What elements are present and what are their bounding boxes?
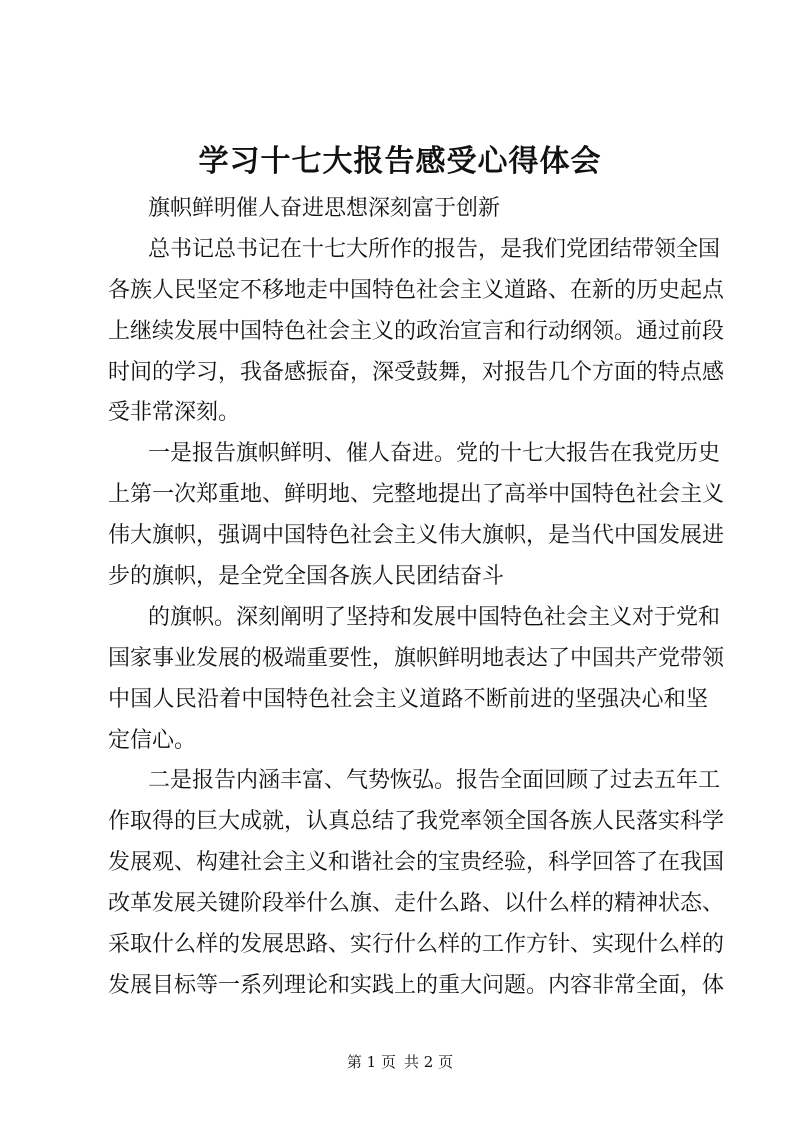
paragraph-line: 国家事业发展的极端重要性，旗帜鲜明地表达了中国共产党带领: [108, 645, 725, 671]
paragraph-line: 受非常深刻。: [108, 400, 241, 426]
paragraph-line: 采取什么样的发展思路、实行什么样的工作方针、实现什么样的: [108, 932, 725, 958]
paragraph-line: 的旗帜。深刻阐明了坚持和发展中国特色社会主义对于党和: [148, 604, 721, 630]
paragraph-line: 上第一次郑重地、鲜明地、完整地提出了高举中国特色社会主义: [108, 482, 725, 508]
paragraph-line: 步的旗帜，是全党全国各族人民团结奋斗: [108, 564, 505, 590]
paragraph-line: 时间的学习，我备感振奋，深受鼓舞，对报告几个方面的特点感: [108, 359, 725, 385]
paragraph-line: 改革发展关键阶段举什么旗、走什么路、以什么样的精神状态、: [108, 891, 725, 917]
paragraph-line: 各族人民坚定不移地走中国特色社会主义道路、在新的历史起点: [108, 277, 725, 303]
document-body: [108, 189, 725, 1007]
paragraph-line: 作取得的巨大成就，认真总结了我党率领全国各族人民落实科学: [108, 809, 725, 835]
paragraph-line: 一是报告旗帜鲜明、催人奋进。党的十七大报告在我党历史: [148, 441, 721, 467]
document-title: 学习十七大报告感受心得体会: [198, 144, 602, 179]
paragraph-line: 定信心。: [108, 727, 197, 753]
paragraph-line: 中国人民沿着中国特色社会主义道路不断前进的坚强决心和坚: [108, 686, 708, 712]
subtitle-line: 旗帜鲜明催人奋进思想深刻富于创新: [148, 196, 501, 221]
page-total: 共 2 页: [404, 1053, 454, 1071]
paragraph-line: 总书记总书记在十七大所作的报告，是我们党团结带领全国: [148, 236, 721, 262]
page-footer: [0, 1052, 800, 1072]
page-number: 第 1 页: [346, 1053, 396, 1071]
paragraph-line: 伟大旗帜，强调中国特色社会主义伟大旗帜，是当代中国发展进: [108, 523, 725, 549]
paragraph-line: 二是报告内涵丰富、气势恢弘。报告全面回顾了过去五年工: [148, 768, 721, 794]
paragraph-line: 发展观、构建社会主义和谐社会的宝贵经验，科学回答了在我国: [108, 850, 725, 876]
paragraph-line: 发展目标等一系列理论和实践上的重大问题。内容非常全面，体: [108, 972, 725, 998]
paragraph-line: 上继续发展中国特色社会主义的政治宣言和行动纲领。通过前段: [108, 318, 725, 344]
